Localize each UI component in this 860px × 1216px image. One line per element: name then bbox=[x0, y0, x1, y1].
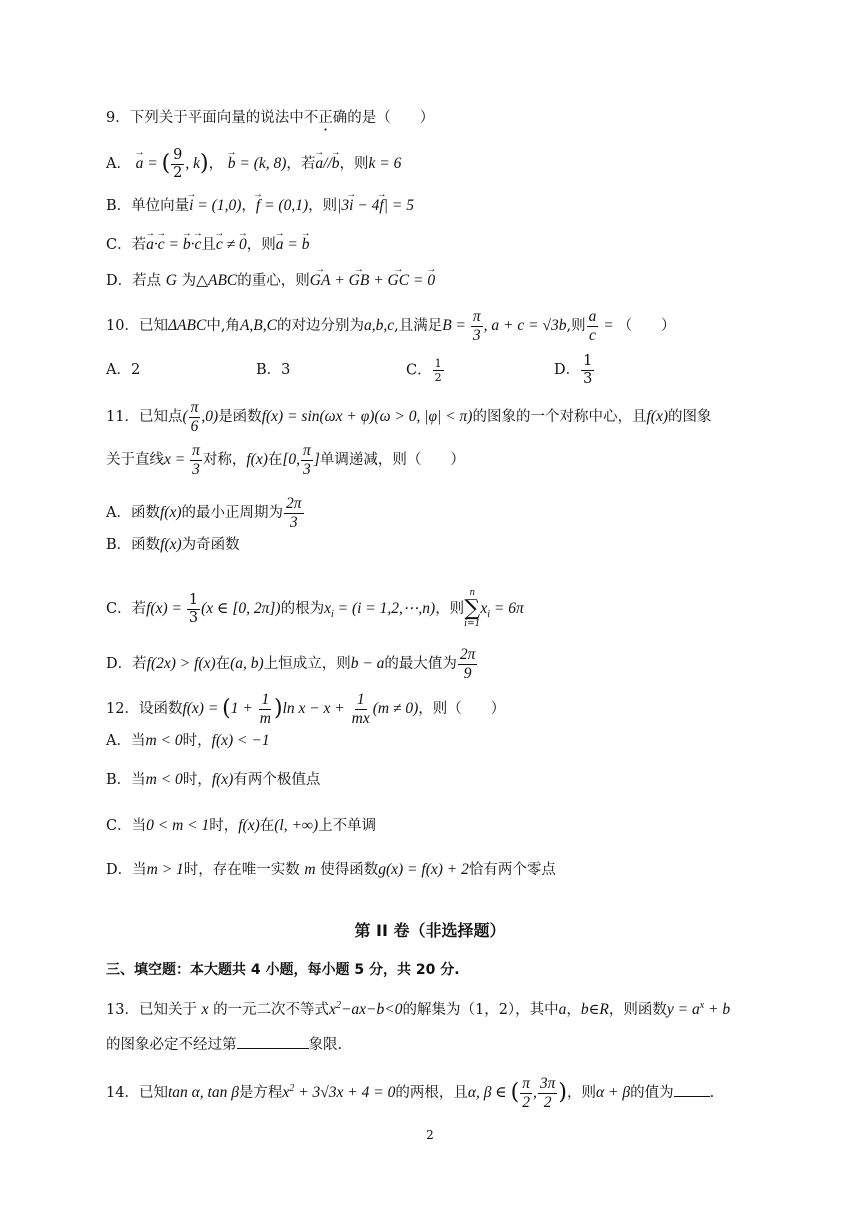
text: 关于直线 bbox=[106, 452, 164, 468]
text: 的一元二次不等式 bbox=[213, 1002, 330, 1019]
text: 时， bbox=[209, 818, 239, 834]
text: 的根为 bbox=[280, 601, 325, 617]
text: 的两根，且 bbox=[395, 1085, 468, 1101]
q10-option-b: B．3 bbox=[256, 362, 291, 378]
text: 上恒成立，则 bbox=[263, 656, 351, 672]
text: 上不单调 bbox=[318, 818, 377, 834]
q9-option-b: B．单位向量→ i = (1,0)，→ f = (0,1)，则|3→ i − 4→ f| = 5 bbox=[106, 196, 414, 216]
text: ,则 bbox=[566, 318, 586, 334]
q12-stem: 12．设函数f(x) = (1 + $\frac{1}{m}$ )ln x − x + $\frac{1}{mx}$ (m ≠ 0)，则（ ） bbox=[106, 691, 506, 727]
q12-option-b: B．当m < 0时，f(x)有两个极值点 bbox=[106, 771, 321, 788]
q9-option-c: C．若→ a·→ c = → b·→ c且→ c ≠ → 0，则→ a = → b bbox=[106, 235, 309, 255]
text: ，若 bbox=[286, 156, 316, 172]
q9-stem-text: 9．下列关于平面向量的说法中 bbox=[106, 110, 304, 126]
text: 在 bbox=[259, 818, 275, 834]
q11-option-a: A．函数f(x)的最小正周期为 $\frac{2\pi}{3}$ bbox=[106, 495, 302, 531]
q10-options: A．2 B．3 C． $\frac{1}{2}$ D． $\frac{1}{3}$ bbox=[106, 353, 593, 387]
q9-stem-end: 的是（ ） bbox=[347, 110, 435, 126]
part-title: 三、填空题：本大题共 4 小题，每小题 5 分，共 20 分. bbox=[106, 962, 460, 978]
text: ，则函数 bbox=[608, 1002, 667, 1019]
q14: 14．已知tan α, tan β是方程$x^2 + 3√3x + 4 = 0$的两根，且α, β ∈ ( $\frac{\pi}{2}$ , $\frac{3\pi}{2}$ )，则α + β的值为 . bbox=[106, 1075, 715, 1111]
text: C．若 bbox=[106, 601, 147, 617]
text: 中,角 bbox=[206, 318, 240, 334]
text: 的图象 bbox=[668, 409, 712, 425]
option-label: A． bbox=[106, 156, 131, 172]
text: 单调递减，则（ ） bbox=[319, 452, 465, 468]
q13-line1: 13．已知关于 x 的一元二次不等式$x^2-ax-b<0$的解集为（1，2），其中a，b∈R，则函数$y = a^x + b$ bbox=[106, 1000, 731, 1019]
text: （ ） bbox=[617, 318, 676, 334]
q10-option-d: D． bbox=[554, 362, 581, 378]
text: 的最大值为 bbox=[384, 656, 457, 672]
text: 象限. bbox=[308, 1037, 343, 1053]
text: ，则（ ） bbox=[418, 701, 506, 717]
text: D．当 bbox=[106, 862, 147, 878]
q11-option-b: B．函数f(x)为奇函数 bbox=[106, 536, 240, 553]
text: A．当 bbox=[106, 733, 146, 749]
q11-stem: 11．已知点( $\frac{\pi}{6}$ ,0)是函数f(x) = sin(ωx + φ)(ω > 0, |φ| < π)的图象的一个对称中心，且f(x)的图象 bbox=[106, 399, 712, 435]
text: 对称， bbox=[202, 452, 247, 468]
text: 11．已知点 bbox=[106, 409, 183, 425]
text: 13．已知关于 bbox=[106, 1002, 197, 1019]
text: 且 bbox=[201, 237, 216, 253]
text: 在 bbox=[215, 656, 231, 672]
math: → a = bbox=[136, 155, 162, 172]
text: ，则 bbox=[308, 198, 338, 214]
q10-option-a: A．2 bbox=[106, 362, 141, 378]
q9-option-d: D．若点 G 为△ABC的重心，则→ GA + → GB + → GC = → 0 bbox=[106, 271, 435, 291]
text: B．函数 bbox=[106, 537, 161, 553]
text: 恰有两个零点 bbox=[468, 862, 556, 878]
q12-option-d: D．当m > 1时，存在唯一实数 m 使得函数g(x) = f(x) + 2恰有两个零点 bbox=[106, 861, 556, 878]
text: ，则 bbox=[567, 1085, 597, 1101]
q9-option-a: A． → a = ( $\frac{9}{2}$ , k)， → b = (k, 8)，若→ a//→ b，则k = 6 bbox=[106, 148, 401, 180]
q11-stem-line2: 关于直线x = $\frac{\pi}{3}$ 对称，f(x)在[0, $\frac{\pi}{3}$ ]单调递减，则（ ） bbox=[106, 442, 465, 478]
q9-stem bbox=[106, 108, 434, 128]
text: A．函数 bbox=[106, 505, 160, 521]
text: D．若点 bbox=[106, 273, 162, 289]
text: 的重心，则 bbox=[237, 273, 310, 289]
section-title: 第 II 卷（非选择题） bbox=[354, 921, 506, 940]
q9-emphasis-text bbox=[304, 108, 348, 128]
text: ，则 bbox=[339, 156, 369, 172]
text: ，则 bbox=[246, 237, 276, 253]
text: . bbox=[709, 1085, 715, 1101]
text: 的图象必定不经过第 bbox=[106, 1037, 237, 1053]
text: 时， bbox=[182, 733, 212, 749]
text: 在 bbox=[267, 452, 283, 468]
text: B．当 bbox=[106, 772, 146, 788]
fraction: $\frac{\pi}{3}$ bbox=[472, 308, 481, 344]
text: 的图象的一个对称中心，且 bbox=[472, 409, 647, 425]
text: 的值为 bbox=[630, 1085, 674, 1101]
q12-option-a: A．当m < 0时，f(x) < −1 bbox=[106, 732, 270, 749]
text: ,且满足 bbox=[394, 318, 443, 334]
text: 时， bbox=[182, 772, 212, 788]
fraction: $\frac{a}{c}$ bbox=[588, 308, 597, 344]
text: C．当 bbox=[106, 818, 147, 834]
text: 12．设函数 bbox=[106, 701, 183, 717]
text: D．若 bbox=[106, 656, 147, 672]
text: B．单位向量 bbox=[106, 198, 190, 214]
q10-stem: 10．已知ΔABC中,角A,B,C的对边分别为a,b,c,且满足B = $\frac{\pi}{3}$ , a + c = √3b,则 $\frac{a}{c}$ = （ ） bbox=[106, 308, 676, 344]
q9-emphasis: 不正确 bbox=[303, 110, 348, 126]
text: 的解集为（1，2），其中 bbox=[402, 1002, 559, 1019]
text: 是函数 bbox=[218, 409, 262, 425]
q13-line2 bbox=[106, 1034, 342, 1055]
text: 10．已知 bbox=[106, 318, 168, 334]
text: 时，存在唯一实数 bbox=[183, 862, 300, 878]
q11-option-d: D．若f(2x) > f(x)在(a, b)上恒成立，则b − a的最大值为 $\frac{2\pi}{9}$ bbox=[106, 646, 476, 682]
text: 为 bbox=[181, 273, 197, 289]
math: → b = (k, 8) bbox=[228, 155, 287, 172]
text: 使得函数 bbox=[320, 862, 379, 878]
q11-option-c: C．若f(x) = $\frac{1}{3}$ (x ∈ [0, 2π])的根为$x_i = (i$ = 1,2,⋯,n)，则 n ∑ i=1 $x_i = 6\pi$ bbox=[106, 588, 524, 629]
q10-option-c: C． bbox=[406, 362, 432, 378]
text: 的最小正周期为 bbox=[181, 505, 283, 521]
text: 有两个极值点 bbox=[233, 772, 321, 788]
text: 14．已知 bbox=[106, 1085, 168, 1101]
text: 是方程 bbox=[238, 1085, 283, 1101]
text: 为奇函数 bbox=[181, 537, 240, 553]
text: 的对边分别为 bbox=[276, 318, 364, 334]
text: ，则 bbox=[435, 601, 465, 617]
fraction: $\frac{9}{2}$ bbox=[173, 147, 183, 181]
page-number: 2 bbox=[426, 1128, 434, 1142]
answer-blank[interactable] bbox=[674, 1082, 710, 1097]
q12-option-c: C．当0 < m < 1时，f(x)在(l, +∞)上不单调 bbox=[106, 817, 377, 834]
answer-blank[interactable] bbox=[237, 1034, 309, 1049]
text: C．若 bbox=[106, 237, 147, 253]
